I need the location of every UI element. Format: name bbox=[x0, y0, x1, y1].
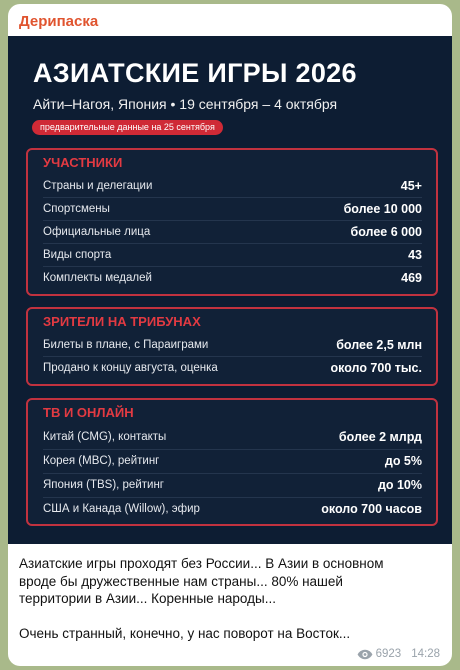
row-value: около 700 часов bbox=[321, 502, 422, 516]
message-text bbox=[19, 555, 443, 643]
row-value: 469 bbox=[401, 271, 422, 285]
row-label: Япония (TBS), рейтинг bbox=[43, 479, 164, 491]
row-value: 45+ bbox=[400, 178, 422, 193]
section-title: ЗРИТЕЛИ НА ТРИБУНАХ bbox=[43, 314, 201, 329]
poster-subtitle: Айти–Нагоя, Япония • 19 сентября – 4 октября bbox=[33, 96, 338, 112]
row-value: более 2 млрд bbox=[338, 429, 422, 444]
row-label: Китай (CMG), контакты bbox=[43, 430, 167, 443]
row-value: до 5% bbox=[384, 454, 422, 468]
table-row bbox=[43, 473, 422, 496]
views-count: 6923 bbox=[375, 648, 402, 660]
row-label: Комплекты медалей bbox=[43, 272, 152, 284]
table-row bbox=[43, 266, 422, 289]
message-meta bbox=[357, 648, 440, 660]
section-title: ТВ И ОНЛАЙН bbox=[43, 405, 134, 420]
table-row bbox=[43, 449, 422, 472]
text-line: Очень странный, конечно, у нас поворот на Восток... bbox=[19, 626, 351, 641]
message-time: 14:28 bbox=[411, 648, 440, 660]
poster-note-badge: предварительные данные на 25 сентября bbox=[32, 120, 223, 135]
poster-title: АЗИАТСКИЕ ИГРЫ 2026 bbox=[33, 58, 357, 88]
table-row bbox=[43, 497, 422, 520]
row-value: более 2,5 млн bbox=[336, 337, 422, 352]
row-value: до 10% bbox=[377, 478, 422, 492]
text-line bbox=[19, 608, 443, 626]
section-title: УЧАСТНИКИ bbox=[43, 155, 123, 170]
row-value: около 700 тыс. bbox=[330, 361, 422, 375]
table-row bbox=[43, 333, 422, 356]
message-bubble bbox=[8, 4, 452, 666]
channel-name[interactable]: Дерипаска bbox=[19, 13, 99, 30]
row-value: более 10 000 bbox=[343, 202, 422, 216]
table-row bbox=[43, 220, 422, 243]
text-line: Азиатские игры проходят без России... В Азии в основном bbox=[19, 556, 384, 571]
eye-icon bbox=[357, 649, 373, 660]
text-line: вроде бы дружественные нам страны... 80% нашей bbox=[19, 573, 343, 589]
table-row bbox=[43, 197, 422, 220]
views-counter bbox=[357, 648, 402, 660]
table-row bbox=[43, 243, 422, 266]
table-row bbox=[43, 174, 422, 197]
row-value: 43 bbox=[408, 248, 422, 262]
poster-image[interactable] bbox=[8, 36, 452, 544]
row-label: Спортсмены bbox=[43, 203, 110, 215]
text-line: территории в Азии... Коренные народы... bbox=[19, 591, 276, 606]
row-label: Корея (MBC), рейтинг bbox=[43, 455, 160, 467]
row-label: Страны и делегации bbox=[43, 179, 153, 192]
table-row bbox=[43, 356, 422, 379]
row-label: Билеты в плане, с Параиграми bbox=[43, 338, 209, 351]
row-label: Официальные лица bbox=[43, 226, 151, 238]
row-label: Продано к концу августа, оценка bbox=[43, 362, 218, 374]
section-participants bbox=[26, 148, 438, 296]
section-spectators bbox=[26, 307, 438, 386]
table-row bbox=[43, 425, 422, 448]
row-label: США и Канада (Willow), эфир bbox=[43, 503, 200, 515]
section-tv-online bbox=[26, 398, 438, 526]
row-value: более 6 000 bbox=[350, 225, 422, 239]
row-label: Виды спорта bbox=[43, 249, 112, 261]
